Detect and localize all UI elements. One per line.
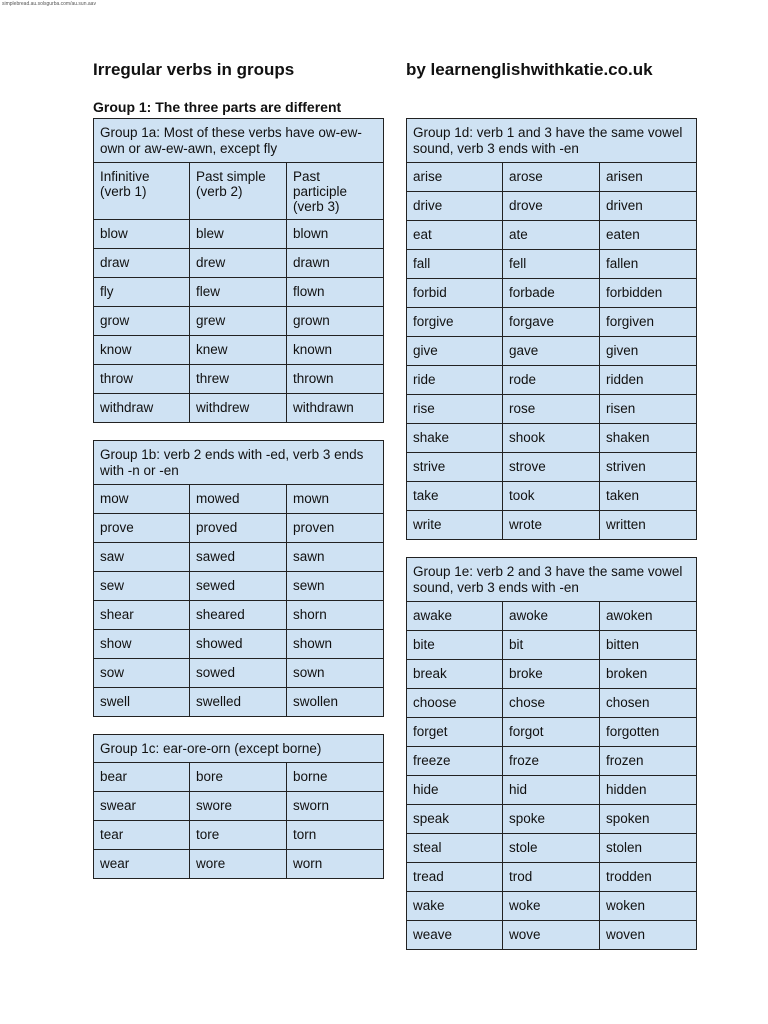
- infinitive-cell: swell: [94, 688, 190, 717]
- infinitive-cell: rise: [407, 395, 503, 424]
- group-heading: Group 1e: verb 2 and 3 have the same vowel sound, verb 3 ends with -en: [407, 558, 697, 602]
- past-simple-cell: rose: [503, 395, 600, 424]
- past-participle-cell: flown: [287, 278, 384, 307]
- past-participle-cell: proven: [287, 514, 384, 543]
- infinitive-cell: choose: [407, 689, 503, 718]
- verb-row: [407, 337, 697, 366]
- infinitive-cell: throw: [94, 365, 190, 394]
- past-participle-cell: withdrawn: [287, 394, 384, 423]
- verb-row: [407, 221, 697, 250]
- past-simple-cell: grew: [190, 307, 287, 336]
- past-participle-cell: trodden: [600, 863, 697, 892]
- verb-row: [407, 279, 697, 308]
- verb-row: [94, 336, 384, 365]
- past-simple-cell: bore: [190, 763, 287, 792]
- past-participle-cell: spoken: [600, 805, 697, 834]
- verb-row: [94, 249, 384, 278]
- col-header-past-simple: Past simple (verb 2): [190, 163, 287, 220]
- group-1b: [93, 440, 383, 717]
- infinitive-cell: blow: [94, 220, 190, 249]
- past-simple-cell: proved: [190, 514, 287, 543]
- past-participle-cell: given: [600, 337, 697, 366]
- verb-row: [407, 892, 697, 921]
- verb-row: [407, 453, 697, 482]
- past-simple-cell: showed: [190, 630, 287, 659]
- past-participle-cell: bitten: [600, 631, 697, 660]
- past-simple-cell: forgot: [503, 718, 600, 747]
- group-heading: Group 1b: verb 2 ends with -ed, verb 3 ends with -n or -en: [94, 441, 384, 485]
- past-participle-cell: known: [287, 336, 384, 365]
- verb-row: [94, 630, 384, 659]
- infinitive-cell: forgive: [407, 308, 503, 337]
- verb-row: [407, 776, 697, 805]
- verb-row: [94, 763, 384, 792]
- infinitive-cell: tread: [407, 863, 503, 892]
- past-simple-cell: ate: [503, 221, 600, 250]
- verb-row: [407, 511, 697, 540]
- left-column: [93, 118, 383, 896]
- past-participle-cell: awoken: [600, 602, 697, 631]
- past-participle-cell: woken: [600, 892, 697, 921]
- past-participle-cell: forgotten: [600, 718, 697, 747]
- infinitive-cell: wear: [94, 850, 190, 879]
- verb-row: [94, 307, 384, 336]
- past-participle-cell: sawn: [287, 543, 384, 572]
- verb-table-1b: [93, 440, 384, 717]
- group-heading: Group 1c: ear-ore-orn (except borne): [94, 735, 384, 763]
- page-title: Irregular verbs in groups: [93, 60, 295, 79]
- past-simple-cell: stole: [503, 834, 600, 863]
- past-simple-cell: bit: [503, 631, 600, 660]
- past-simple-cell: wrote: [503, 511, 600, 540]
- verb-row: [407, 308, 697, 337]
- past-participle-cell: broken: [600, 660, 697, 689]
- past-participle-cell: fallen: [600, 250, 697, 279]
- infinitive-cell: steal: [407, 834, 503, 863]
- infinitive-cell: eat: [407, 221, 503, 250]
- verb-table-1e: [406, 557, 697, 950]
- verb-row: [94, 688, 384, 717]
- verb-row: [94, 543, 384, 572]
- verb-row: [94, 514, 384, 543]
- past-participle-cell: taken: [600, 482, 697, 511]
- infinitive-cell: ride: [407, 366, 503, 395]
- past-participle-cell: blown: [287, 220, 384, 249]
- past-simple-cell: strove: [503, 453, 600, 482]
- group-1d: [406, 118, 696, 540]
- past-participle-cell: risen: [600, 395, 697, 424]
- past-simple-cell: drew: [190, 249, 287, 278]
- verb-row: [94, 572, 384, 601]
- infinitive-cell: give: [407, 337, 503, 366]
- infinitive-cell: shake: [407, 424, 503, 453]
- col-header-past-participle: Past participle (verb 3): [287, 163, 384, 220]
- past-participle-cell: shaken: [600, 424, 697, 453]
- past-participle-cell: chosen: [600, 689, 697, 718]
- past-participle-cell: mown: [287, 485, 384, 514]
- infinitive-cell: tear: [94, 821, 190, 850]
- verb-row: [94, 220, 384, 249]
- infinitive-cell: withdraw: [94, 394, 190, 423]
- past-simple-cell: swelled: [190, 688, 287, 717]
- past-participle-cell: torn: [287, 821, 384, 850]
- past-simple-cell: drove: [503, 192, 600, 221]
- verb-row: [407, 921, 697, 950]
- infinitive-cell: hide: [407, 776, 503, 805]
- verb-table-1a: [93, 118, 384, 423]
- infinitive-cell: wake: [407, 892, 503, 921]
- infinitive-cell: shear: [94, 601, 190, 630]
- right-column: [406, 118, 696, 967]
- past-simple-cell: tore: [190, 821, 287, 850]
- verb-table-1c: [93, 734, 384, 879]
- past-participle-cell: shown: [287, 630, 384, 659]
- infinitive-cell: draw: [94, 249, 190, 278]
- verb-row: [407, 366, 697, 395]
- infinitive-cell: prove: [94, 514, 190, 543]
- past-simple-cell: blew: [190, 220, 287, 249]
- past-participle-cell: swollen: [287, 688, 384, 717]
- past-simple-cell: forbade: [503, 279, 600, 308]
- infinitive-cell: sew: [94, 572, 190, 601]
- group1-heading: Group 1: The three parts are different: [93, 99, 342, 115]
- past-participle-cell: forgiven: [600, 308, 697, 337]
- past-simple-cell: chose: [503, 689, 600, 718]
- past-participle-cell: driven: [600, 192, 697, 221]
- past-simple-cell: spoke: [503, 805, 600, 834]
- verb-row: [407, 163, 697, 192]
- past-simple-cell: swore: [190, 792, 287, 821]
- past-simple-cell: threw: [190, 365, 287, 394]
- past-simple-cell: trod: [503, 863, 600, 892]
- verb-row: [407, 250, 697, 279]
- past-simple-cell: wore: [190, 850, 287, 879]
- verb-row: [407, 602, 697, 631]
- past-participle-cell: hidden: [600, 776, 697, 805]
- past-simple-cell: forgave: [503, 308, 600, 337]
- infinitive-cell: know: [94, 336, 190, 365]
- verb-row: [407, 805, 697, 834]
- past-simple-cell: woke: [503, 892, 600, 921]
- infinitive-cell: bite: [407, 631, 503, 660]
- past-simple-cell: shook: [503, 424, 600, 453]
- infinitive-cell: arise: [407, 163, 503, 192]
- past-simple-cell: took: [503, 482, 600, 511]
- infinitive-cell: write: [407, 511, 503, 540]
- past-simple-cell: hid: [503, 776, 600, 805]
- past-simple-cell: broke: [503, 660, 600, 689]
- verb-row: [407, 192, 697, 221]
- infinitive-cell: freeze: [407, 747, 503, 776]
- verb-row: [407, 631, 697, 660]
- past-participle-cell: shorn: [287, 601, 384, 630]
- past-participle-cell: drawn: [287, 249, 384, 278]
- group-1a: [93, 118, 383, 423]
- infinitive-cell: strive: [407, 453, 503, 482]
- past-simple-cell: sawed: [190, 543, 287, 572]
- past-participle-cell: forbidden: [600, 279, 697, 308]
- past-simple-cell: rode: [503, 366, 600, 395]
- past-simple-cell: withdrew: [190, 394, 287, 423]
- past-participle-cell: worn: [287, 850, 384, 879]
- past-simple-cell: flew: [190, 278, 287, 307]
- verb-row: [94, 394, 384, 423]
- past-simple-cell: sheared: [190, 601, 287, 630]
- verb-table-1d: [406, 118, 697, 540]
- past-simple-cell: gave: [503, 337, 600, 366]
- past-participle-cell: grown: [287, 307, 384, 336]
- infinitive-cell: bear: [94, 763, 190, 792]
- infinitive-cell: awake: [407, 602, 503, 631]
- infinitive-cell: break: [407, 660, 503, 689]
- infinitive-cell: speak: [407, 805, 503, 834]
- past-simple-cell: mowed: [190, 485, 287, 514]
- past-simple-cell: awoke: [503, 602, 600, 631]
- verb-row: [94, 850, 384, 879]
- past-participle-cell: sown: [287, 659, 384, 688]
- verb-row: [407, 863, 697, 892]
- past-simple-cell: froze: [503, 747, 600, 776]
- past-participle-cell: stolen: [600, 834, 697, 863]
- infinitive-cell: fly: [94, 278, 190, 307]
- past-participle-cell: woven: [600, 921, 697, 950]
- verb-row: [407, 482, 697, 511]
- url-line: simplebread.au.solsgurba.com/au.sun.aav: [2, 1, 96, 7]
- col-header-infinitive: Infinitive (verb 1): [94, 163, 190, 220]
- verb-row: [407, 689, 697, 718]
- verb-row: [407, 747, 697, 776]
- past-participle-cell: sewn: [287, 572, 384, 601]
- page-attribution: by learnenglishwithkatie.co.uk: [406, 60, 653, 79]
- infinitive-cell: forbid: [407, 279, 503, 308]
- past-participle-cell: thrown: [287, 365, 384, 394]
- past-simple-cell: fell: [503, 250, 600, 279]
- past-participle-cell: written: [600, 511, 697, 540]
- verb-row: [94, 792, 384, 821]
- past-simple-cell: arose: [503, 163, 600, 192]
- group-heading: Group 1a: Most of these verbs have ow-ew-own or aw-ew-awn, except fly: [94, 119, 384, 163]
- past-participle-cell: arisen: [600, 163, 697, 192]
- verb-row: [94, 659, 384, 688]
- verb-row: [94, 821, 384, 850]
- past-participle-cell: striven: [600, 453, 697, 482]
- verb-row: [407, 395, 697, 424]
- group-1c: [93, 734, 383, 879]
- infinitive-cell: swear: [94, 792, 190, 821]
- verb-row: [94, 278, 384, 307]
- past-participle-cell: sworn: [287, 792, 384, 821]
- group-1e: [406, 557, 696, 950]
- past-participle-cell: frozen: [600, 747, 697, 776]
- verb-row: [94, 601, 384, 630]
- infinitive-cell: saw: [94, 543, 190, 572]
- infinitive-cell: grow: [94, 307, 190, 336]
- past-simple-cell: knew: [190, 336, 287, 365]
- infinitive-cell: weave: [407, 921, 503, 950]
- verb-row: [94, 365, 384, 394]
- verb-row: [407, 424, 697, 453]
- past-simple-cell: sowed: [190, 659, 287, 688]
- verb-row: [94, 485, 384, 514]
- verb-row: [407, 834, 697, 863]
- past-participle-cell: eaten: [600, 221, 697, 250]
- infinitive-cell: fall: [407, 250, 503, 279]
- verb-row: [407, 660, 697, 689]
- group-heading: Group 1d: verb 1 and 3 have the same vowel sound, verb 3 ends with -en: [407, 119, 697, 163]
- infinitive-cell: take: [407, 482, 503, 511]
- infinitive-cell: drive: [407, 192, 503, 221]
- past-simple-cell: wove: [503, 921, 600, 950]
- past-participle-cell: ridden: [600, 366, 697, 395]
- past-simple-cell: sewed: [190, 572, 287, 601]
- past-participle-cell: borne: [287, 763, 384, 792]
- infinitive-cell: mow: [94, 485, 190, 514]
- verb-row: [407, 718, 697, 747]
- infinitive-cell: show: [94, 630, 190, 659]
- infinitive-cell: sow: [94, 659, 190, 688]
- infinitive-cell: forget: [407, 718, 503, 747]
